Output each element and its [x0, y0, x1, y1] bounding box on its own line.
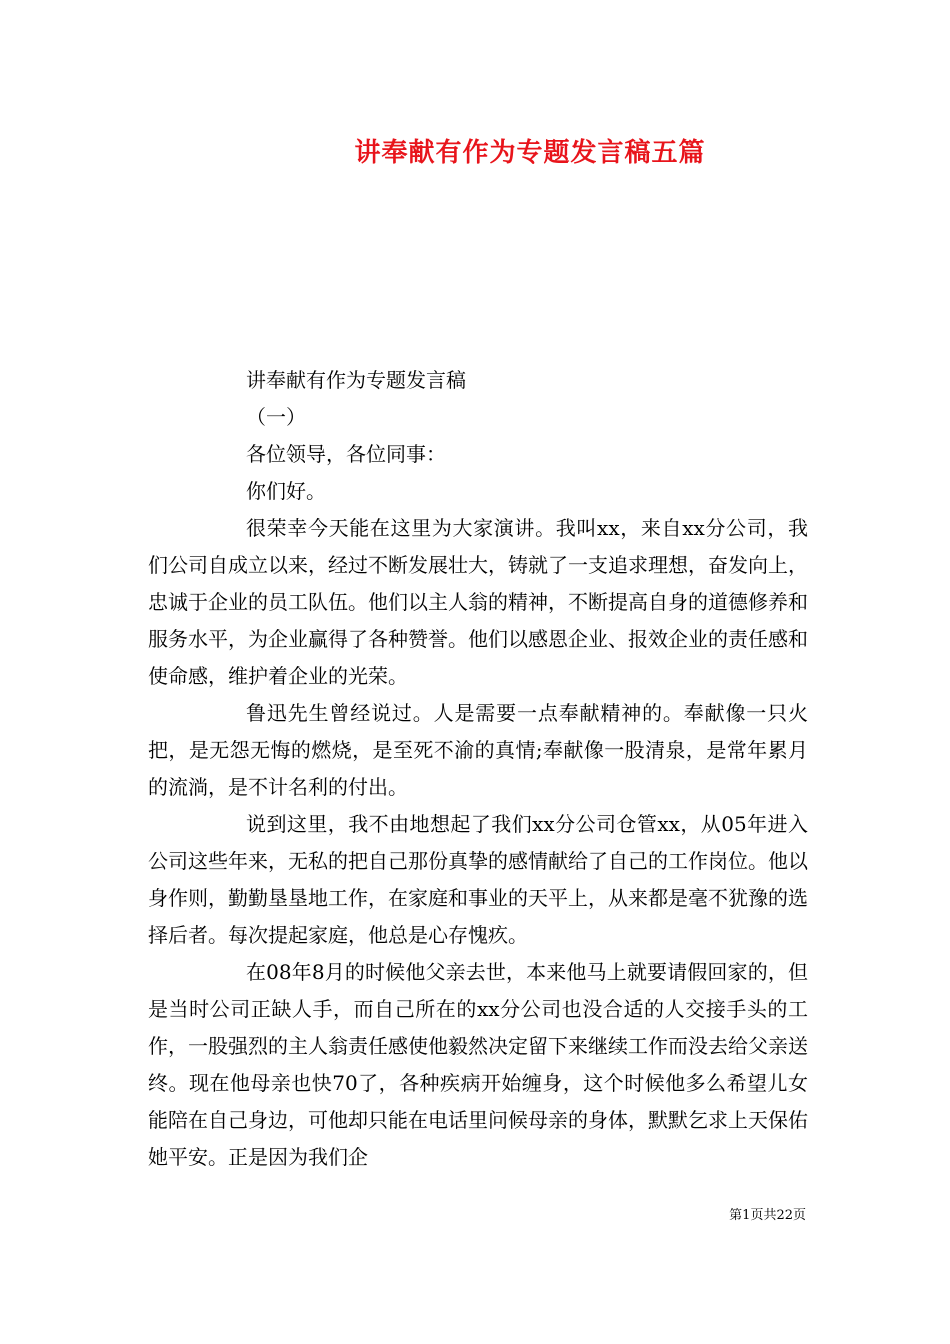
salutation: 你们好。	[246, 479, 326, 503]
paragraph: 很荣幸今天能在这里为大家演讲。我叫xx，来自xx分公司，我们公司自成立以来，经过不断发展壮大，铸就了一支追求理想，奋发向上，忠诚于企业的员工队伍。他们以主人翁的精神，不断提高自身的道德修养和服务水平，为企业赢得了各种赞誉。他们以感恩企业、报效企业的责任感和使命感，维护着企业的光荣。	[148, 516, 808, 688]
section-marker: （一）	[246, 405, 306, 429]
section-heading: 讲奉献有作为专题发言稿	[246, 368, 466, 392]
paragraph: 在08年8月的时候他父亲去世，本来他马上就要请假回家的，但是当时公司正缺人手，而自己所在的xx分公司也没合适的人交接手头的工作，一股强烈的主人翁责任感使他毅然决定留下来继续工作而没去给父亲送终。现在他母亲也快70了，各种疾病开始缠身，这个时候他多么希望儿女能陪在自己身边，可他却只能在电话里问候母亲的身体，默默乞求上天保佑她平安。正是因为我们企	[148, 960, 808, 1169]
document-body	[148, 362, 808, 1176]
paragraph: 说到这里，我不由地想起了我们xx分公司仓管xx，从05年进入公司这些年来，无私的把自己那份真挚的感情献给了自己的工作岗位。他以身作则，勤勤垦垦地工作，在家庭和事业的天平上，从来都是毫不犹豫的选择后者。每次提起家庭，他总是心存愧疚。	[148, 812, 808, 947]
document-title: 讲奉献有作为专题发言稿五篇	[354, 138, 706, 168]
greeting: 各位领导，各位同事：	[246, 442, 446, 466]
page-footer: 第1页共22页	[729, 1208, 806, 1223]
paragraph: 鲁迅先生曾经说过。人是需要一点奉献精神的。奉献像一只火把，是无怨无悔的燃烧，是至死不渝的真情;奉献像一股清泉，是常年累月的流淌，是不计名利的付出。	[148, 701, 808, 799]
